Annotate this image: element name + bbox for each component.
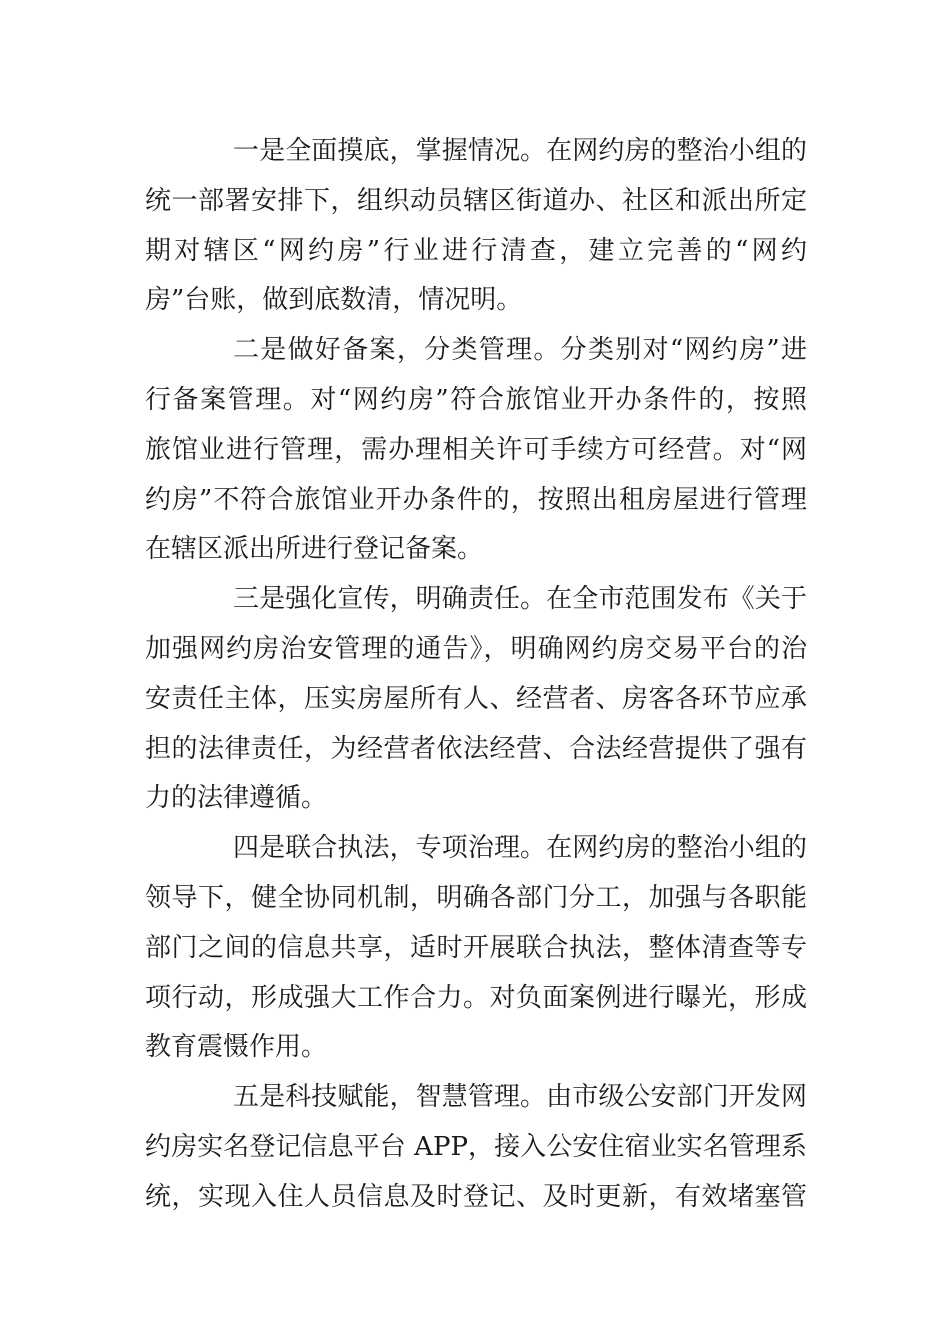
text-line: 一是全面摸底，掌握情况。在网约房的整治小组的 bbox=[233, 136, 807, 166]
text-line: 旅馆业进行管理，需办理相关许可手续方可经营。对“网 bbox=[145, 434, 807, 465]
text-line: 五是科技赋能，智慧管理。由市级公安部门开发网 bbox=[233, 1082, 807, 1113]
paragraph-5 bbox=[145, 1073, 807, 1222]
text-line: 房”台账，做到底数清，情况明。 bbox=[145, 285, 523, 316]
text-line: 在辖区派出所进行登记备案。 bbox=[145, 534, 484, 565]
text-line: 统一部署安排下，组织动员辖区街道办、社区和派出所定 bbox=[145, 185, 807, 216]
text-line: 项行动，形成强大工作合力。对负面案例进行曝光，形成 bbox=[145, 982, 807, 1013]
text-line: 统，实现入住人员信息及时登记、及时更新，有效堵塞管 bbox=[145, 1181, 807, 1212]
text-line: 约房”不符合旅馆业开办条件的，按照出租房屋进行管理 bbox=[145, 484, 807, 515]
paragraph-3 bbox=[145, 575, 807, 824]
text-line: 担的法律责任，为经营者依法经营、合法经营提供了强有 bbox=[145, 733, 807, 764]
paragraph-4 bbox=[145, 824, 807, 1073]
text-line: 期对辖区“网约房”行业进行清查，建立完善的“网约 bbox=[145, 235, 807, 266]
text-line: 行备案管理。对“网约房”符合旅馆业开办条件的，按照 bbox=[145, 384, 807, 415]
paragraph-1 bbox=[145, 127, 807, 326]
document-body bbox=[145, 127, 807, 1223]
text-line: 约房实名登记信息平台 APP，接入公安住宿业实名管理系 bbox=[145, 1131, 807, 1162]
text-line: 力的法律遵循。 bbox=[145, 783, 328, 814]
text-line: 三是强化宣传，明确责任。在全市范围发布《关于 bbox=[233, 584, 807, 615]
text-line: 部门之间的信息共享，适时开展联合执法，整体清查等专 bbox=[145, 932, 807, 963]
text-line: 教育震慑作用。 bbox=[145, 1032, 328, 1063]
text-line: 四是联合执法，专项治理。在网约房的整治小组的 bbox=[233, 833, 807, 864]
text-line: 安责任主体，压实房屋所有人、经营者、房客各环节应承 bbox=[145, 683, 807, 714]
text-line: 加强网约房治安管理的通告》，明确网约房交易平台的治 bbox=[145, 633, 807, 664]
paragraph-2 bbox=[145, 326, 807, 575]
text-line: 二是做好备案，分类管理。分类别对“网约房”进 bbox=[233, 335, 807, 366]
text-line: 领导下，健全协同机制，明确各部门分工，加强与各职能 bbox=[145, 882, 807, 913]
